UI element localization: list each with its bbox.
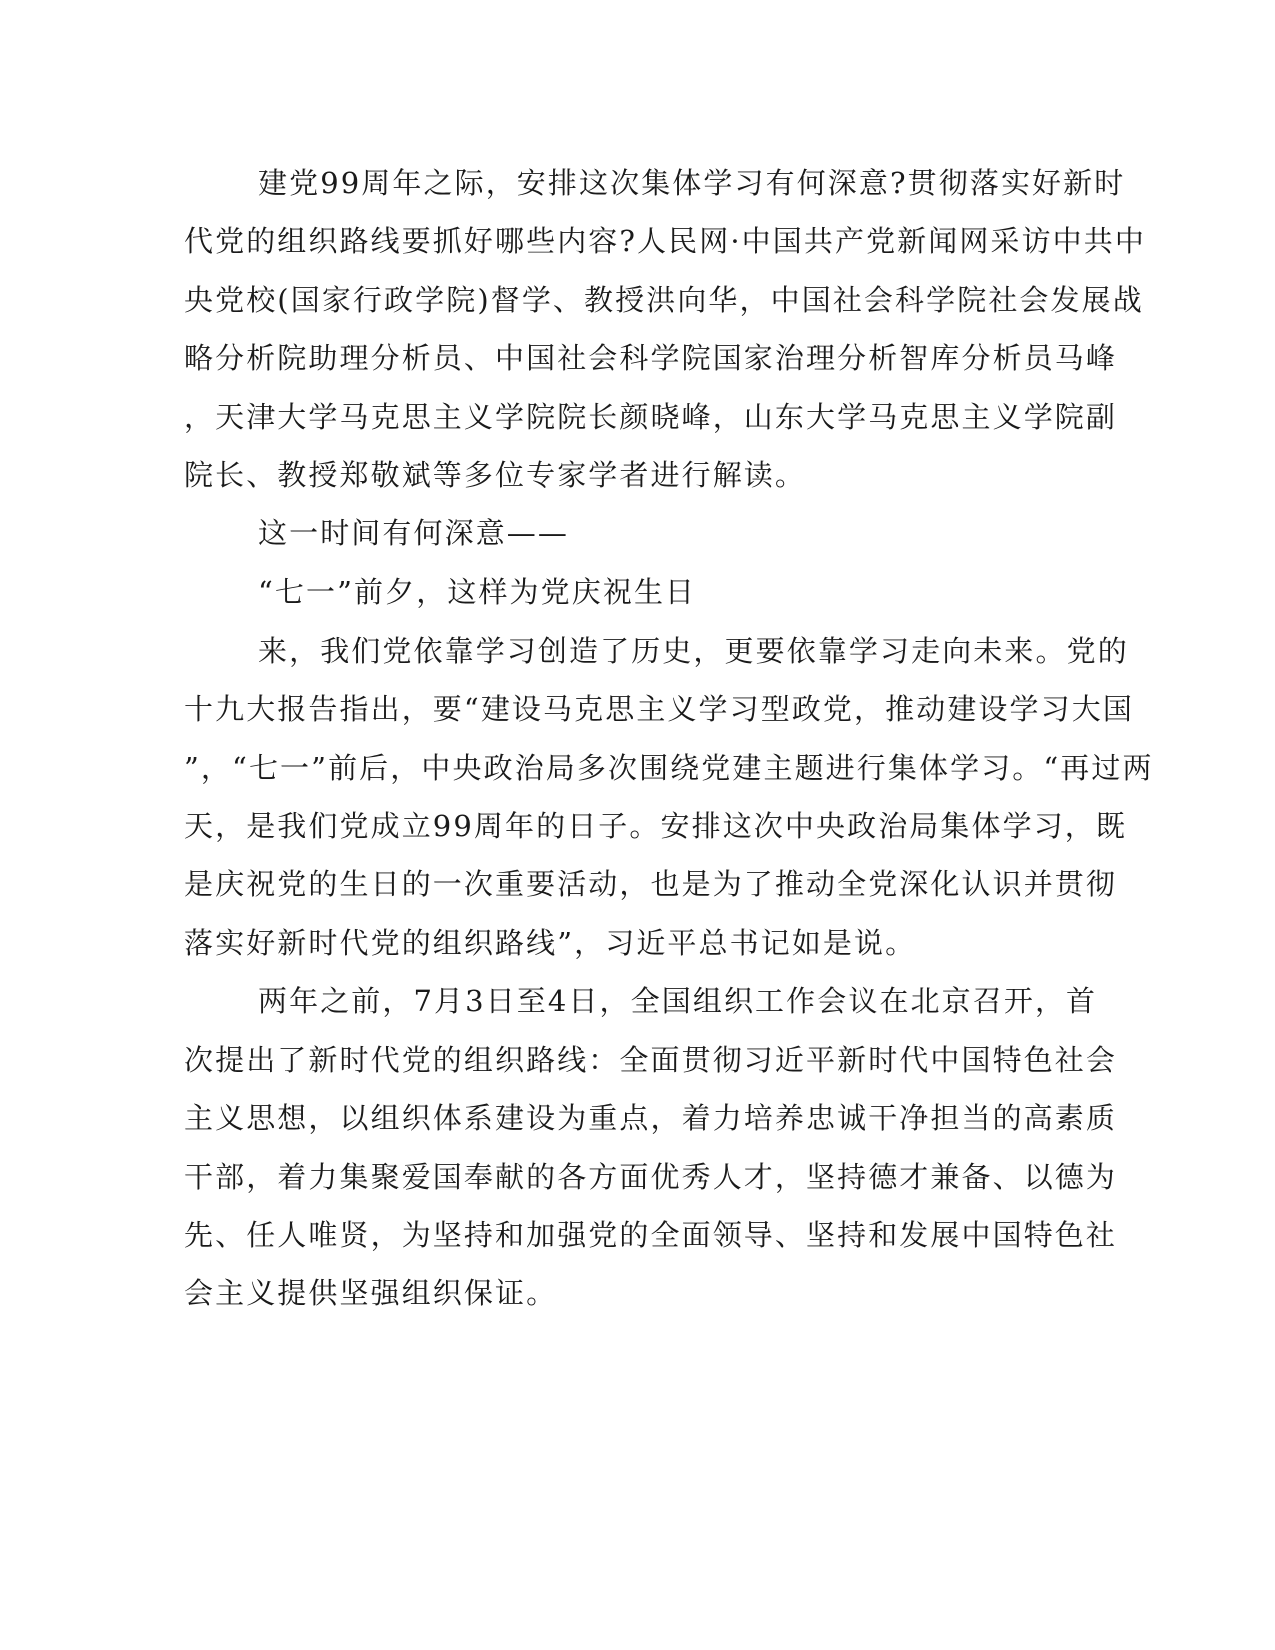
text-line: 次提出了新时代党的组织路线：全面贯彻习近平新时代中国特色社会: [184, 1043, 1118, 1077]
text-line: 央党校(国家行政学院)督学、教授洪向华，中国社会科学院社会发展战: [184, 283, 1144, 317]
text-line: 这一时间有何深意——: [258, 516, 570, 550]
text-line: 落实好新时代党的组织路线”，习近平总书记如是说。: [184, 926, 917, 960]
text-line: ，天津大学马克思主义学院院长颜晓峰，山东大学马克思主义学院副: [184, 400, 1118, 434]
text-line: 代党的组织路线要抓好哪些内容?人民网·中国共产党新闻网采访中共中: [184, 224, 1146, 258]
text-line: 主义思想，以组织体系建设为重点，着力培养忠诚干净担当的高素质: [184, 1101, 1118, 1135]
text-line: ”，“七一”前后，中央政治局多次围绕党建主题进行集体学习。“再过两: [184, 751, 1154, 785]
text-line: “七一”前夕，这样为党庆祝生日: [258, 575, 697, 609]
text-line: 十九大报告指出，要“建设马克思主义学习型政党，推动建设学习大国: [184, 692, 1134, 726]
text-line: 来，我们党依靠学习创造了历史，更要依靠学习走向未来。党的: [258, 634, 1129, 668]
text-line: 建党99周年之际，安排这次集体学习有何深意?贯彻落实好新时: [258, 166, 1126, 200]
text-line: 院长、教授郑敬斌等多位专家学者进行解读。: [184, 458, 807, 492]
text-line: 天，是我们党成立99周年的日子。安排这次中央政治局集体学习，既: [184, 809, 1128, 843]
text-line: 会主义提供坚强组织保证。: [184, 1276, 558, 1310]
text-line: 是庆祝党的生日的一次重要活动，也是为了推动全党深化认识并贯彻: [184, 867, 1118, 901]
text-line: 先、任人唯贤，为坚持和加强党的全面领导、坚持和发展中国特色社: [184, 1218, 1118, 1252]
text-line: 略分析院助理分析员、中国社会科学院国家治理分析智库分析员马峰: [184, 341, 1118, 375]
text-line: 两年之前，7月3日至4日，全国组织工作会议在北京召开，首: [258, 984, 1098, 1018]
text-line: 干部，着力集聚爱国奉献的各方面优秀人才，坚持德才兼备、以德为: [184, 1160, 1118, 1194]
